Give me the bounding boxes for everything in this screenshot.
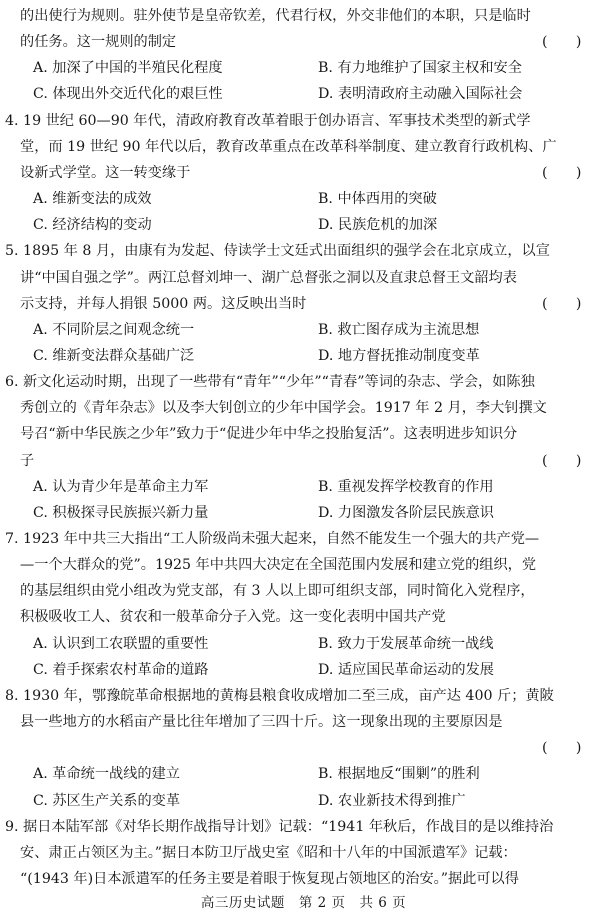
text-line: [0, 527, 607, 551]
option-right: D. 地方督抚推动制度变革: [318, 347, 480, 364]
text-line: [0, 579, 607, 603]
line-text: 5. 1895 年 8 月，由康有为发起、侍读学士文廷式出面组织的强学会在北京成立，以宣: [5, 243, 550, 260]
text-line: [0, 475, 607, 499]
option-right: B. 救亡图存成为主流思想: [318, 321, 480, 338]
text-line: [0, 30, 607, 54]
line-text: 的基层组织由党小组改为党支部，有 3 人以上即可组织支部，同时简化入党程序，: [20, 583, 535, 600]
line-text: 4. 19 世纪 60—90 年代，清政府教育改革着眼于创办语言、军事技术类型的新式学: [5, 112, 531, 129]
text-line: [0, 187, 607, 211]
text-line: [0, 815, 607, 839]
text-line: [0, 396, 607, 420]
text-line: [0, 135, 607, 159]
option-left: A. 革命统一战线的建立: [33, 766, 180, 783]
line-text: 子: [20, 452, 35, 469]
text-line: [0, 344, 607, 368]
line-text: 9. 据日本陆军部《对华长期作战指导计划》记载：“1941 年秋后，作战目的是以维持治: [5, 818, 554, 835]
answer-parentheses: ( ): [542, 164, 582, 181]
line-text: 县一些地方的水稻亩产量比往年增加了三四十斤。这一现象出现的主要原因是: [20, 714, 503, 731]
text-line: [0, 318, 607, 342]
answer-parentheses: ( ): [542, 34, 582, 51]
text-line: [0, 161, 607, 185]
option-right: D. 表明清政府主动融入国际社会: [318, 86, 523, 103]
text-line: [0, 4, 607, 28]
text-line: [0, 867, 607, 891]
option-right: D. 力图激发各阶层民族意识: [318, 504, 494, 521]
option-right: B. 致力于发展革命统一战线: [318, 635, 494, 652]
line-text: 号召“新中华民族之少年”致力于“促进少年中华之投胎复活”。这表明进步知识分: [20, 426, 518, 443]
line-text: 讲“中国自强之学”。两江总督刘坤一、湖广总督张之洞以及直隶总督王文韶均表: [20, 269, 517, 286]
answer-parentheses: ( ): [542, 452, 582, 469]
line-text: 7. 1923 年中共三大指出“工人阶级尚未强大起来，自然不能发生一个强大的共产党—: [5, 531, 540, 547]
option-right: B. 有力地维护了国家主权和安全: [318, 60, 522, 77]
line-text: 安、肃正占领区为主。”据日本防卫厅战史室《昭和十八年的中国派遣军》记载：: [20, 844, 517, 861]
answer-parentheses: ( ): [542, 740, 582, 757]
option-left: C. 经济结构的变动: [33, 217, 152, 234]
option-right: B. 中体西用的突破: [318, 191, 437, 208]
text-line: [0, 553, 607, 577]
answer-parentheses: ( ): [542, 295, 582, 312]
line-text: —一个大群众的党”。1925 年中共四大决定在全国范围内发展和建立党的组织，党: [20, 557, 537, 574]
line-text: 设新式学堂。这一转变缘于: [20, 164, 191, 181]
text-line: [0, 684, 607, 708]
line-text: 示支持，并每人捐银 5000 两。这反映出当时: [20, 295, 307, 312]
option-left: C. 着手探索农村革命的道路: [33, 661, 209, 678]
option-right: B. 重视发挥学校教育的作用: [318, 478, 494, 495]
text-line: [0, 658, 607, 682]
text-line: [0, 736, 607, 760]
option-left: A. 认为青少年是革命主力军: [33, 478, 209, 495]
text-line: [0, 762, 607, 786]
text-line: [0, 82, 607, 106]
text-line: [0, 239, 607, 263]
option-left: A. 不同阶层之间观念统一: [33, 321, 195, 338]
text-line: [0, 109, 607, 133]
text-line: [0, 789, 607, 813]
option-left: C. 苏区生产关系的变革: [33, 792, 181, 809]
text-line: [0, 422, 607, 446]
option-left: C. 积极探寻民族振兴新力量: [33, 504, 209, 521]
text-line: [0, 710, 607, 734]
option-left: C. 体现出外交近代化的艰巨性: [33, 86, 223, 103]
line-text: 积极吸收工人、贫农和一般革命分子入党。这一变化表明中国共产党: [20, 609, 446, 626]
line-text: “(1943 年)日本派遣军的任务主要是着眼于恢复现占领地区的治安。”据此可以得: [20, 870, 519, 887]
line-text: 6. 新文化运动时期，出现了一些带有“青年”“少年”“青春”等词的杂志、学会，如陈独: [5, 374, 535, 391]
text-line: [0, 292, 607, 316]
text-line: [0, 501, 607, 525]
line-text: 8. 1930 年，鄂豫皖革命根据地的黄梅县粮食收成增加二至三成，亩产达 400 斤；黄陂: [5, 687, 554, 704]
text-line: [0, 213, 607, 237]
text-line: [0, 449, 607, 473]
option-left: C. 维新变法群众基础广泛: [33, 347, 195, 364]
option-right: D. 适应国民革命运动的发展: [318, 661, 494, 678]
option-left: A. 维新变法的成效: [33, 191, 152, 208]
option-right: D. 民族危机的加深: [318, 217, 438, 234]
text-line: [0, 370, 607, 394]
text-line: [0, 632, 607, 656]
line-text: 秀创立的《青年杂志》以及李大钊创立的少年中国学会。1917 年 2 月，李大钊撰文: [20, 400, 547, 417]
line-text: 的任务。这一规则的制定: [20, 34, 177, 51]
option-left: A. 加深了中国的半殖民化程度: [33, 60, 223, 77]
text-line: [0, 841, 607, 865]
option-right: B. 根据地反“围剿”的胜利: [318, 766, 480, 783]
option-left: A. 认识到工农联盟的重要性: [33, 635, 209, 652]
line-text: 的出使行为规则。驻外使节是皇帝钦差，代君行权，外交非他们的本职，只是临时: [20, 8, 531, 24]
line-text: 堂，而 19 世纪 90 年代以后，教育改革重点在改革科举制度、建立教育行政机构、广: [20, 138, 557, 155]
option-right: D. 农业新技术得到推广: [318, 792, 466, 809]
page-footer: 高三历史试题 第 2 页 共 6 页: [200, 895, 407, 911]
text-line: [0, 56, 607, 80]
text-line: [0, 605, 607, 629]
text-line: [0, 266, 607, 290]
